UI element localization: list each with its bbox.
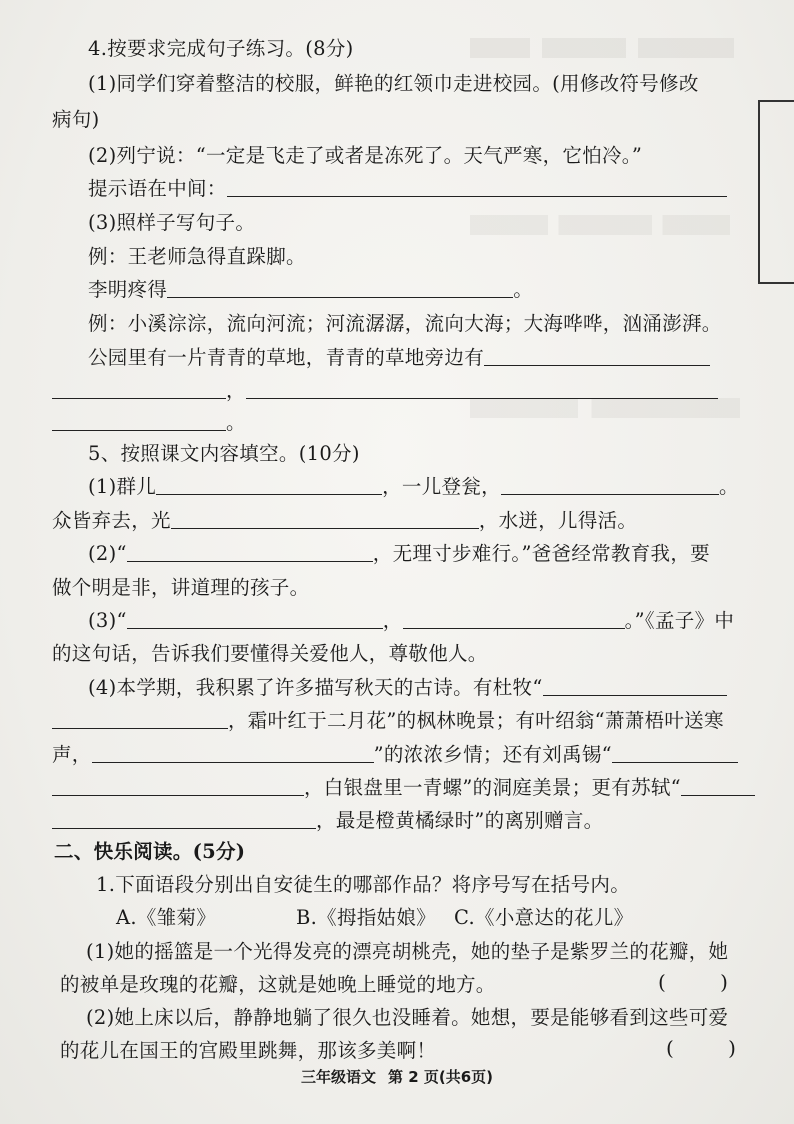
q4-fill1-label: 李明疼得 — [88, 278, 168, 301]
answer-blank[interactable] — [403, 608, 625, 629]
q4-fill2-period: 。 — [226, 411, 246, 434]
answer-blank[interactable] — [484, 345, 710, 366]
footer-page-number: 第 2 页(共6页) — [387, 1068, 494, 1086]
q5-a-end: 。 — [718, 475, 739, 498]
q4-p2-answer-row — [88, 176, 794, 202]
reading2-line1: (2)她上床以后，静静地躺了很久也没睡着。她想，要是能够看到这些可爱 — [86, 1006, 729, 1029]
reading1-line1: (1)她的摇篮是一个光得发亮的漂亮胡桃壳，她的垫子是紫罗兰的花瓣，她 — [86, 940, 729, 963]
answer-blank[interactable] — [52, 775, 304, 796]
answer-blank[interactable] — [246, 378, 718, 399]
answer-blank[interactable] — [612, 742, 738, 763]
q5-e-line4: ，白银盘里一青螺”的洞庭美景；更有苏轼“ — [304, 776, 681, 799]
q4-fill2-comma: ， — [226, 379, 246, 402]
q5-a-pre: (1)群儿 — [88, 475, 157, 498]
reading2-line2: 的花儿在国王的宫殿里跳舞，那该多美啊！ — [60, 1039, 437, 1062]
reading1-line2: 的被单是玫瑰的花瓣，这就是她晚上睡觉的地方。 — [60, 973, 496, 996]
q5-e-row5 — [52, 808, 794, 834]
q4-title: 4.按要求完成句子练习。(8分) — [88, 37, 354, 60]
q4-p3: (3)照样子写句子。 — [88, 211, 256, 234]
q5-b-pre: 众皆弃去，光 — [52, 509, 171, 532]
q5-b-row — [52, 508, 794, 534]
q4-fill2-label: 公园里有一片青青的草地，青青的草地旁边有 — [88, 346, 485, 369]
section2-options — [116, 905, 794, 931]
q5-d-mid: ， — [382, 609, 403, 632]
q4-p2: (2)列宁说：“一定是飞走了或者是冻死了。天气严寒，它怕冷。” — [88, 144, 643, 167]
q4-fill2-row — [88, 345, 794, 371]
q5-a-mid: ，一儿登瓮， — [382, 475, 501, 498]
q5-e-line2: ，霜叶红于二月花”的枫林晚景；有叶绍翁“萧萧梧叶送寒 — [228, 709, 724, 732]
q5-c-end: ，无理寸步难行。”爸爸经常教育我，要 — [372, 542, 710, 565]
q4-fill1-period: 。 — [513, 278, 534, 301]
q5-e-line1: (4)本学期，我积累了许多描写秋天的古诗。有杜牧“ — [88, 676, 543, 699]
q4-fill2-row3 — [52, 410, 794, 436]
footer-subject: 三年级语文 — [300, 1068, 376, 1086]
answer-blank[interactable] — [681, 775, 755, 796]
q4-example1: 例：王老师急得直跺脚。 — [88, 245, 306, 268]
q4-example2: 例：小溪淙淙，流向河流；河流潺潺，流向大海；大海哗哗，汹涌澎湃。 — [88, 312, 722, 335]
q5-d-pre: (3)“ — [88, 609, 127, 632]
page-footer — [0, 1066, 794, 1087]
q5-d-line2: 的这句话，告诉我们要懂得关爱他人，尊敬他人。 — [52, 642, 488, 665]
q4-p1-line1: (1)同学们穿着整洁的校服，鲜艳的红领巾走进校园。(用修改符号修改 — [88, 72, 699, 95]
q5-e-row1 — [88, 675, 794, 701]
answer-blank[interactable] — [543, 675, 727, 696]
option-b: B.《拇指姑娘》 — [296, 906, 436, 929]
option-c: C.《小意达的花儿》 — [454, 906, 634, 929]
section2-title: 二、快乐阅读。(5分) — [54, 840, 246, 863]
q5-c-row — [88, 541, 794, 567]
answer-blank[interactable] — [227, 176, 727, 197]
answer-blank[interactable] — [171, 508, 479, 529]
q4-fill1-row — [88, 277, 794, 303]
answer-blank[interactable] — [156, 474, 382, 495]
q5-b-end: ，水迸，儿得活。 — [478, 509, 638, 532]
q5-e-line3-pre: 声， — [52, 743, 92, 766]
answer-blank[interactable] — [52, 378, 226, 399]
answer-blank[interactable] — [52, 708, 228, 729]
section2-q1: 1.下面语段分别出自安徒生的哪部作品？将序号写在括号内。 — [96, 873, 631, 896]
answer-blank[interactable] — [52, 410, 226, 431]
answer-blank[interactable] — [501, 474, 719, 495]
q5-c-line2: 做个明是非，讲道理的孩子。 — [52, 576, 310, 599]
answer-paren-2[interactable]: ( ) — [666, 1036, 760, 1060]
option-a: A.《雏菊》 — [116, 906, 217, 929]
q5-e-line5: ，最是橙黄橘绿时”的离别赠言。 — [316, 809, 604, 832]
q5-e-line3-end: ”的浓浓乡情；还有刘禹锡“ — [373, 743, 612, 766]
q5-title: 5、按照课文内容填空。(10分) — [88, 442, 360, 465]
q5-e-row2 — [52, 708, 794, 734]
q5-e-row4 — [52, 775, 794, 801]
q5-e-row3 — [52, 742, 794, 768]
answer-blank[interactable] — [167, 277, 513, 298]
answer-paren-1[interactable]: ( ) — [658, 970, 752, 994]
q5-d-row — [88, 608, 794, 634]
answer-blank[interactable] — [127, 608, 383, 629]
answer-blank[interactable] — [127, 541, 373, 562]
q5-a-row — [88, 474, 794, 500]
answer-blank[interactable] — [52, 808, 316, 829]
q4-p1-line2: 病句) — [52, 108, 100, 131]
answer-blank[interactable] — [92, 742, 374, 763]
q4-fill2-row2 — [52, 378, 794, 404]
q4-p2-prompt: 提示语在中间： — [88, 177, 227, 200]
q5-d-end: 。”《孟子》中 — [624, 609, 735, 632]
q5-c-pre: (2)“ — [88, 542, 127, 565]
